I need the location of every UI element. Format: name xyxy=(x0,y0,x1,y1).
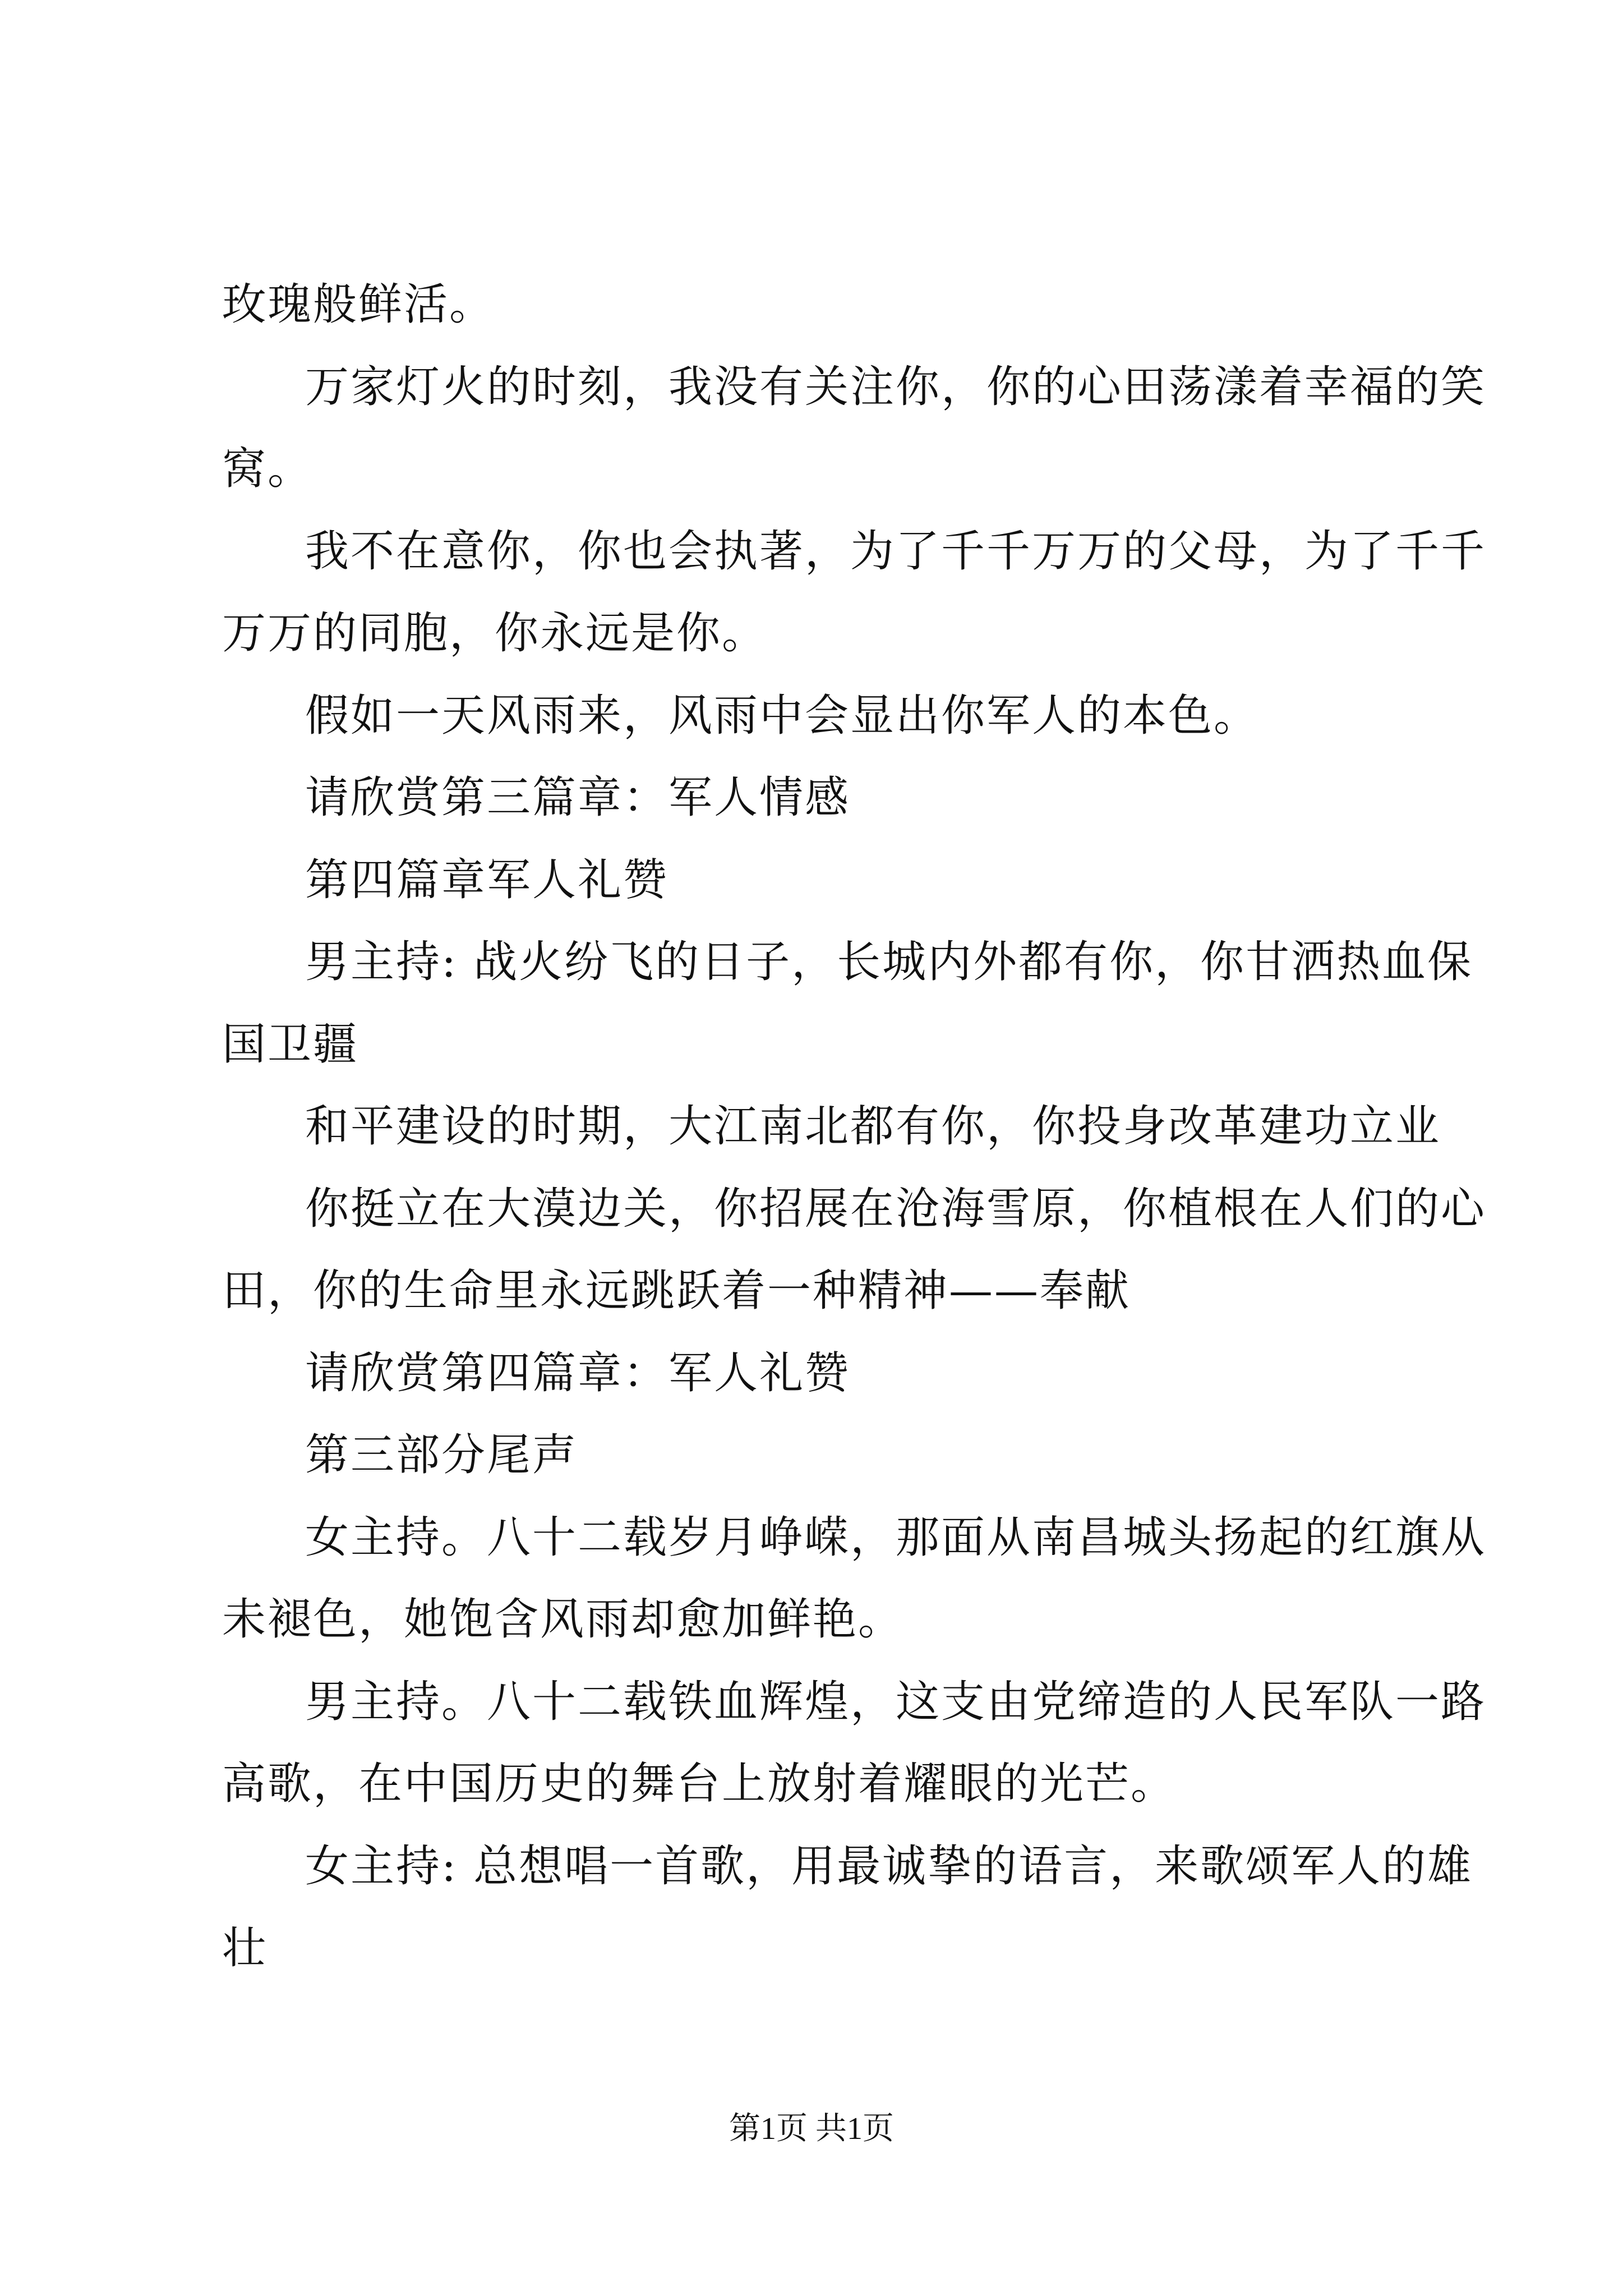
text-line: 未褪色，她饱含风雨却愈加鲜艳。 xyxy=(222,1594,904,1645)
text-line: 窝。 xyxy=(222,444,313,494)
text-line: 你挺立在大漠边关，你招展在沧海雪原，你植根在人们的心 xyxy=(305,1183,1487,1234)
text-line: 第四篇章军人礼赞 xyxy=(305,854,669,905)
text-line: 请欣赏第四篇章：军人礼赞 xyxy=(305,1347,851,1398)
text-line: 玫瑰般鲜活。 xyxy=(222,279,495,330)
text-line: 和平建设的时期，大江南北都有你，你投身改革建功立业 xyxy=(305,1101,1441,1152)
text-line: 国卫疆 xyxy=(222,1019,359,1070)
text-line: 我不在意你，你也会执著，为了千千万万的父母，为了千千 xyxy=(305,526,1487,577)
text-line: 假如一天风雨来，风雨中会显出你军人的本色。 xyxy=(305,690,1260,741)
text-line: 男主持: 战火纷飞的日子，长城内外都有你，你甘洒热血保 xyxy=(305,937,1473,987)
text-line: 请欣赏第三篇章：军人情感 xyxy=(305,772,851,823)
document-body xyxy=(222,264,1487,1990)
text-line: 万万的同胞，你永远是你。 xyxy=(222,608,768,659)
text-line: 男主持。八十二载铁血辉煌，这支由党缔造的人民军队一路 xyxy=(305,1676,1487,1727)
text-line: 壮 xyxy=(222,1923,268,1973)
text-line: 女主持: 总想唱一首歌，用最诚挚的语言，来歌颂军人的雄 xyxy=(305,1841,1473,1892)
text-line: 田，你的生命里永远跳跃着一种精神——奉献 xyxy=(222,1266,1131,1316)
text-line: 万家灯火的时刻，我没有关注你，你的心田荡漾着幸福的笑 xyxy=(305,361,1487,412)
text-line: 高歌，在中国历史的舞台上放射着耀眼的光芒。 xyxy=(222,1759,1177,1809)
text-line: 第三部分尾声 xyxy=(305,1430,578,1480)
text-line: 女主持。八十二载岁月峥嵘，那面从南昌城头扬起的红旗从 xyxy=(305,1512,1487,1563)
page-footer: 第1页 共1页 xyxy=(729,2111,894,2146)
